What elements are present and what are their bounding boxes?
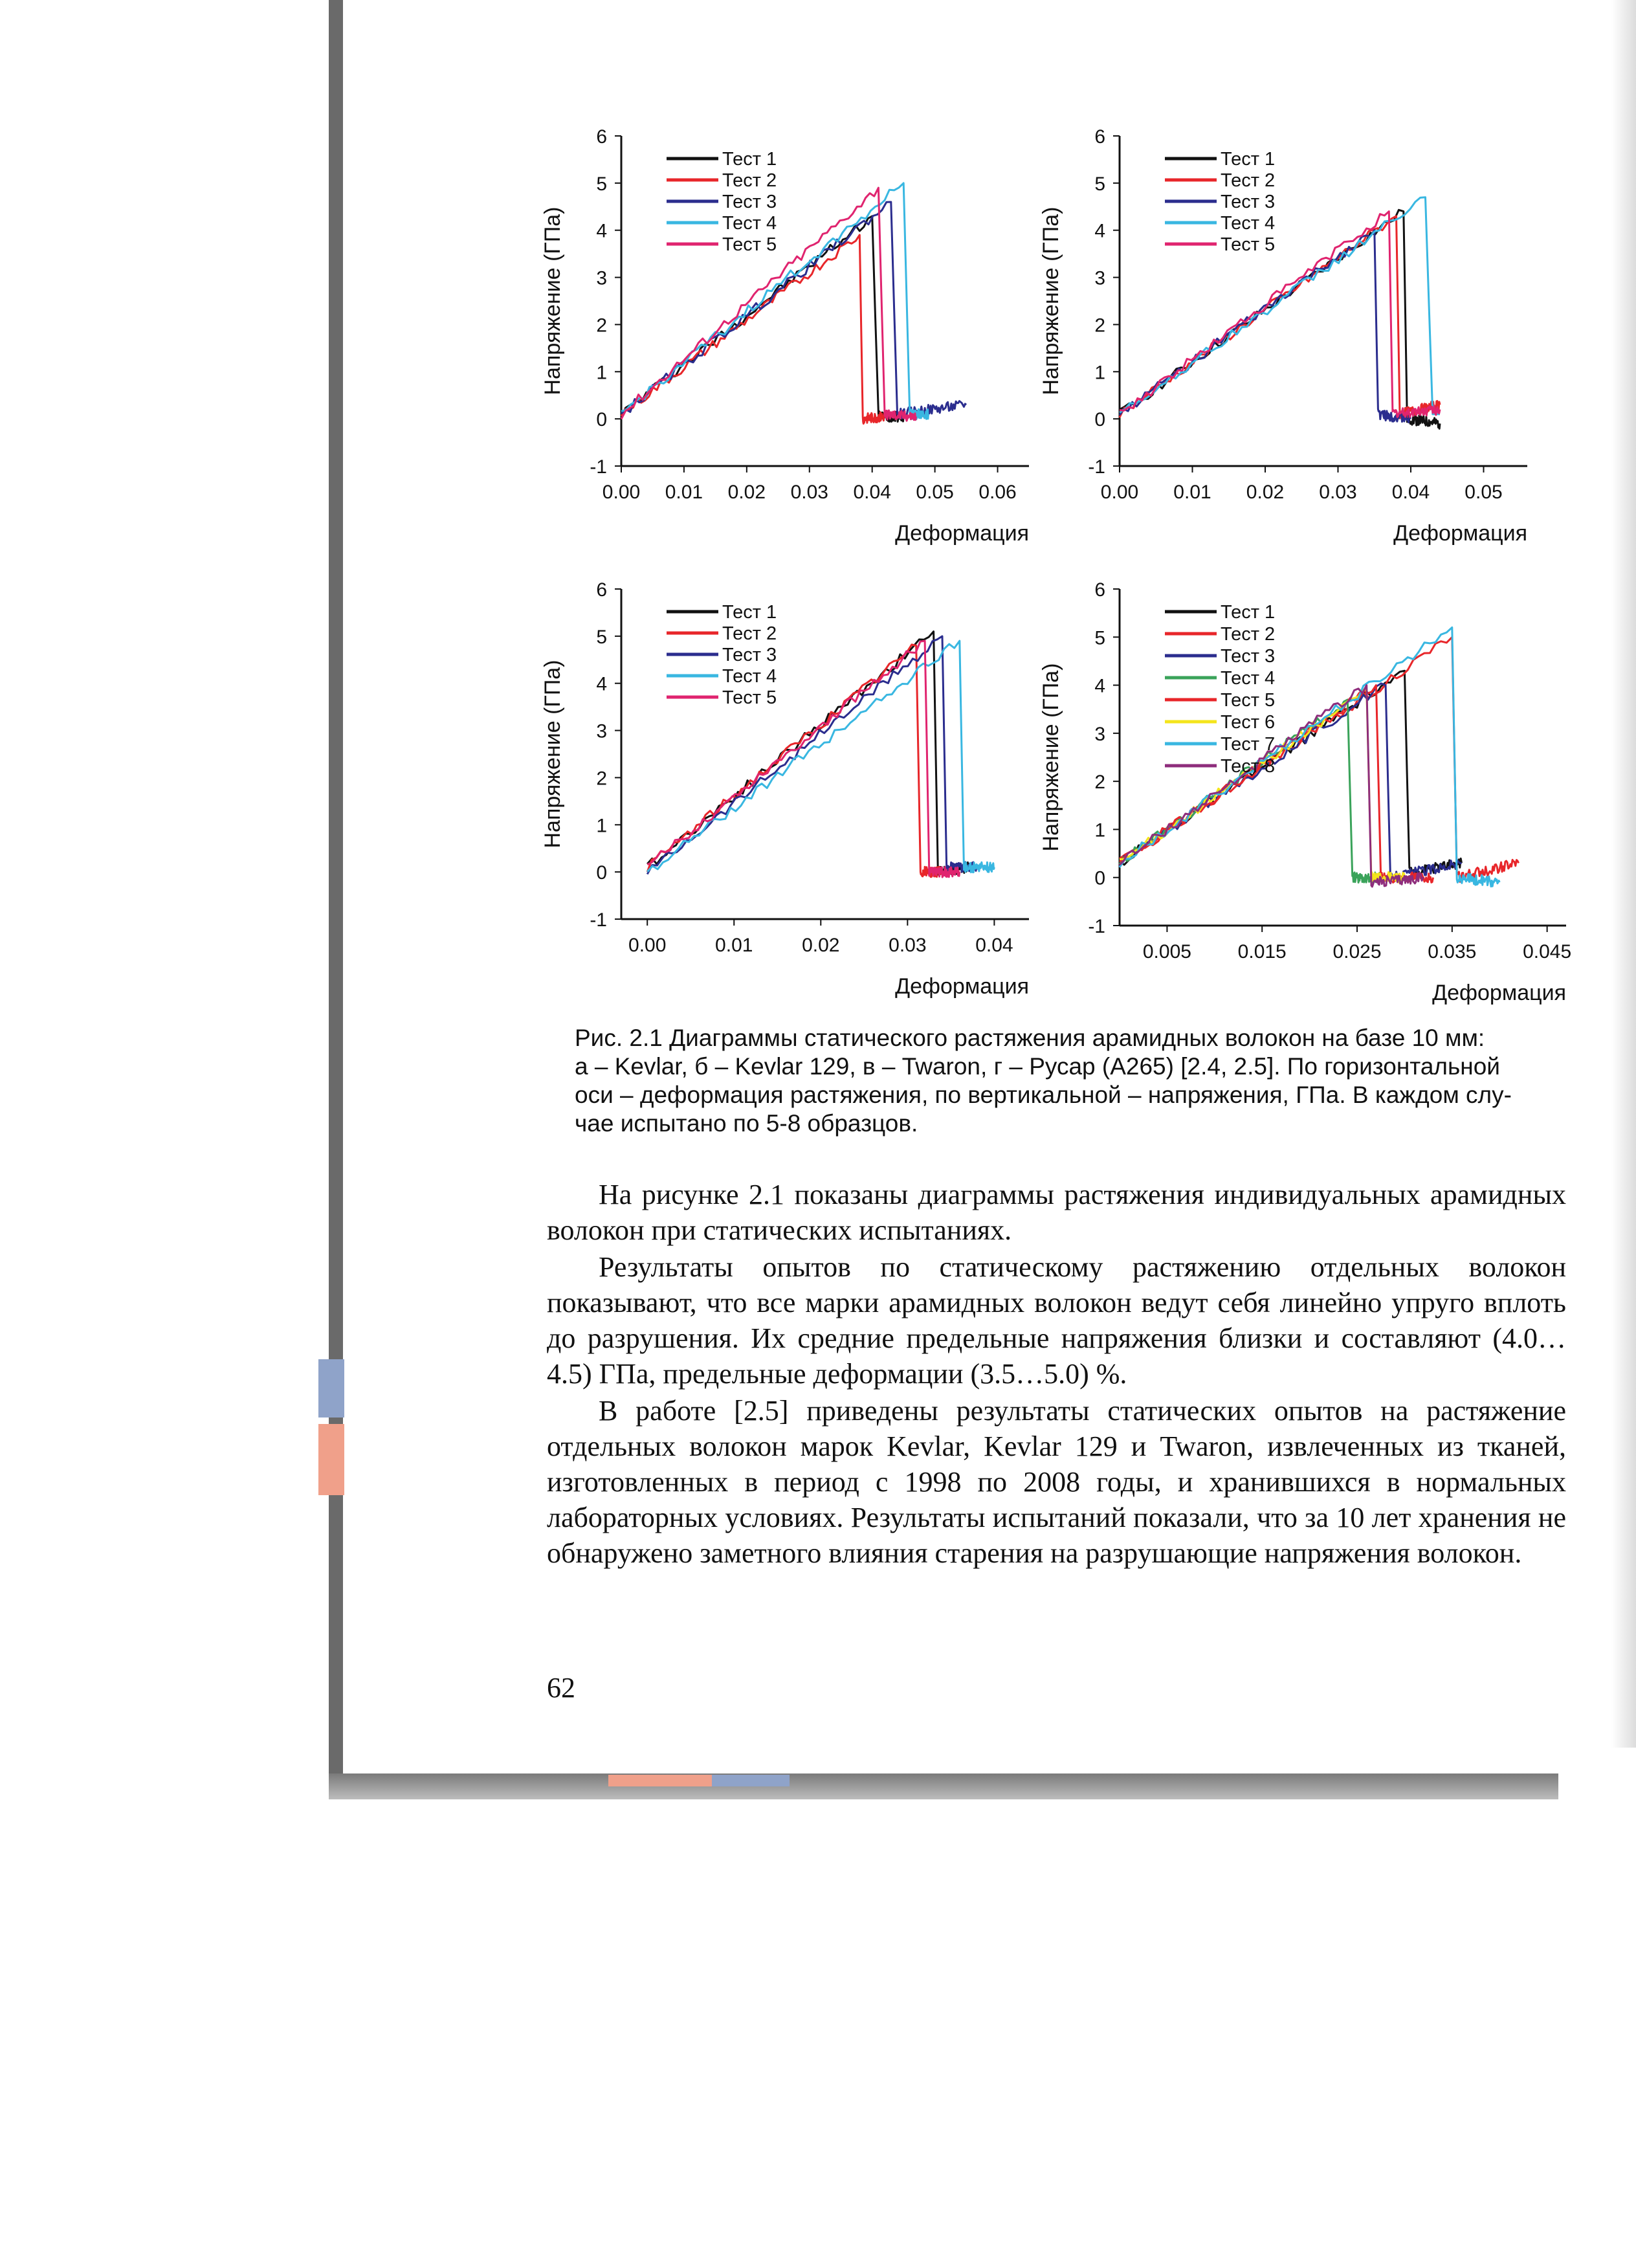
legend-label: Тест 2 xyxy=(722,623,777,644)
x-tick-label: 0.00 xyxy=(628,935,667,956)
x-tick-label: 0.06 xyxy=(978,482,1017,503)
y-axis-label: Напряжение (ГПа) xyxy=(1039,663,1063,852)
y-tick-label: 5 xyxy=(596,626,607,648)
y-tick-label: 5 xyxy=(1094,627,1105,649)
page-bottom-shadow xyxy=(329,1773,1558,1799)
x-axis-label: Деформация xyxy=(1393,521,1527,546)
series-line xyxy=(621,235,885,424)
legend-label: Тест 2 xyxy=(1221,624,1276,645)
book-spine-shadow xyxy=(329,0,343,1793)
legend-label: Тест 5 xyxy=(722,687,777,708)
series-line xyxy=(1120,627,1499,886)
caption-line: чае испытано по 5-8 образцов. xyxy=(575,1110,918,1137)
legend-label: Тест 1 xyxy=(722,149,777,170)
legend-label: Тест 4 xyxy=(722,213,777,234)
cover-stripe-red-bottom xyxy=(608,1775,712,1786)
caption-line: а – Kevlar, б – Kevlar 129, в – Twaron, г – Русар (А265) [2.4, 2.5]. По горизонтальной xyxy=(575,1053,1500,1080)
y-tick-label: 6 xyxy=(596,579,607,601)
y-tick-label: 0 xyxy=(596,862,607,884)
x-tick-label: 0.02 xyxy=(727,482,766,503)
y-tick-label: 1 xyxy=(596,815,607,837)
legend-label: Тест 4 xyxy=(1221,213,1276,234)
legend-label: Тест 3 xyxy=(722,645,777,665)
x-tick-label: 0.04 xyxy=(1391,482,1430,503)
y-tick-label: 2 xyxy=(1094,315,1105,337)
x-tick-label: 0.005 xyxy=(1142,941,1191,962)
body-text xyxy=(547,1177,1566,1572)
legend-label: Тест 5 xyxy=(1221,690,1276,711)
y-tick-label: 3 xyxy=(596,720,607,742)
legend-label: Тест 6 xyxy=(1221,712,1276,733)
caption-line: Рис. 2.1 Диаграммы статического растяжения арамидных волокон на базе 10 мм: xyxy=(575,1025,1485,1051)
figure-caption xyxy=(575,1024,1558,1138)
series-line xyxy=(621,202,966,418)
y-tick-label: 4 xyxy=(1094,220,1105,242)
x-tick-label: 0.05 xyxy=(1465,482,1503,503)
y-tick-label: 3 xyxy=(1094,723,1105,745)
y-axis-label: Напряжение (ГПа) xyxy=(540,206,565,395)
legend-label: Тест 5 xyxy=(1221,234,1276,255)
x-tick-label: 0.04 xyxy=(975,935,1013,956)
page-edge xyxy=(1611,0,1636,1748)
legend-label: Тест 5 xyxy=(722,234,777,255)
y-tick-label: 1 xyxy=(596,362,607,384)
series-line xyxy=(1120,637,1519,882)
caption-line: оси – деформация растяжения, по вертикальной – напряжения, ГПа. В каждом слу- xyxy=(575,1082,1512,1108)
paragraph: На рисунке 2.1 показаны диаграммы растяжения индивидуальных арамидных волокон при статических испытаниях. xyxy=(547,1179,1566,1246)
y-tick-label: 1 xyxy=(1094,819,1105,841)
x-tick-label: 0.03 xyxy=(889,935,927,956)
x-tick-label: 0.00 xyxy=(1100,482,1139,503)
legend-label: Тест 2 xyxy=(722,170,777,191)
x-tick-label: 0.02 xyxy=(1246,482,1285,503)
legend-label: Тест 3 xyxy=(1221,192,1276,212)
y-tick-label: 4 xyxy=(596,673,607,695)
y-tick-label: 5 xyxy=(596,173,607,195)
x-tick-label: 0.00 xyxy=(602,482,641,503)
x-tick-label: 0.01 xyxy=(665,482,703,503)
y-tick-label: 3 xyxy=(596,267,607,289)
y-tick-label: 2 xyxy=(596,315,607,337)
legend-label: Тест 4 xyxy=(1221,668,1276,689)
y-axis-label: Напряжение (ГПа) xyxy=(1039,206,1063,395)
y-tick-label: 0 xyxy=(1094,867,1105,889)
series-line xyxy=(647,645,942,877)
y-tick-label: 0 xyxy=(1094,409,1105,431)
y-tick-label: 3 xyxy=(1094,267,1105,289)
y-axis-label: Напряжение (ГПа) xyxy=(540,660,565,849)
chart-c xyxy=(524,570,1048,1010)
x-tick-label: 0.035 xyxy=(1428,941,1477,962)
y-tick-label: 5 xyxy=(1094,173,1105,195)
legend-label: Тест 3 xyxy=(1221,646,1276,667)
legend-label: Тест 1 xyxy=(1221,602,1276,623)
x-tick-label: 0.01 xyxy=(1173,482,1211,503)
x-tick-label: 0.03 xyxy=(1319,482,1357,503)
series-line xyxy=(1120,671,1462,876)
y-tick-label: 6 xyxy=(1094,579,1105,601)
chart-b xyxy=(1022,117,1547,557)
series-line xyxy=(1120,684,1462,882)
legend-label: Тест 7 xyxy=(1221,734,1276,755)
y-tick-label: -1 xyxy=(590,456,607,478)
y-tick-label: -1 xyxy=(1088,916,1105,937)
x-tick-label: 0.045 xyxy=(1523,941,1572,962)
x-tick-label: 0.04 xyxy=(853,482,891,503)
paragraph: Результаты опытов по статическому растяжению отдельных волокон показывают, что все марки арамидных волокон ведут себя линейно упруго вплоть до разрушения. Их средние предельные напряжения близки и составляют (4.0…4.5) ГПа, предельные деформации (3.5…5.0) %. xyxy=(547,1251,1566,1390)
legend-label: Тест 4 xyxy=(722,666,777,687)
y-tick-label: 0 xyxy=(596,409,607,431)
legend-label: Тест 1 xyxy=(1221,149,1276,170)
chart-a xyxy=(524,117,1048,557)
x-tick-label: 0.01 xyxy=(715,935,753,956)
x-tick-label: 0.02 xyxy=(802,935,840,956)
x-tick-label: 0.03 xyxy=(790,482,828,503)
x-tick-label: 0.015 xyxy=(1237,941,1287,962)
x-axis-label: Деформация xyxy=(895,974,1029,999)
x-tick-label: 0.025 xyxy=(1332,941,1382,962)
x-tick-label: 0.05 xyxy=(916,482,954,503)
cover-stripe-red xyxy=(318,1424,344,1495)
legend-label: Тест 8 xyxy=(1221,756,1276,777)
chart-d xyxy=(1022,570,1586,1016)
cover-stripe-blue-bottom xyxy=(712,1775,790,1786)
y-tick-label: 1 xyxy=(1094,362,1105,384)
y-tick-label: 4 xyxy=(596,220,607,242)
y-tick-label: 6 xyxy=(596,126,607,148)
y-tick-label: -1 xyxy=(1088,456,1105,478)
series-line xyxy=(1120,212,1440,417)
legend-label: Тест 1 xyxy=(722,602,777,623)
x-axis-label: Деформация xyxy=(1432,981,1566,1005)
paragraph: В работе [2.5] приведены результаты статических опытов на растяжение отдельных волокон марок Kevlar, Kevlar 129 и Twaron, извлеченных из тканей, изготовленных в период с 1998 по 2008 годы, и хранившихся в нормальных лабораторных условиях. Результаты испытаний показали, что за 10 лет хранения не обнаружено заметного влияния старения на разрушающие напряжения волокон. xyxy=(547,1395,1566,1569)
cover-stripe-blue xyxy=(318,1359,344,1418)
y-tick-label: 4 xyxy=(1094,675,1105,697)
x-axis-label: Деформация xyxy=(895,521,1029,546)
y-tick-label: 2 xyxy=(1094,772,1105,794)
y-tick-label: 2 xyxy=(596,768,607,790)
y-tick-label: 6 xyxy=(1094,126,1105,148)
series-line xyxy=(1120,230,1411,423)
legend-label: Тест 2 xyxy=(1221,170,1276,191)
legend-label: Тест 3 xyxy=(722,192,777,212)
page-number: 62 xyxy=(547,1672,575,1704)
y-tick-label: -1 xyxy=(590,909,607,931)
